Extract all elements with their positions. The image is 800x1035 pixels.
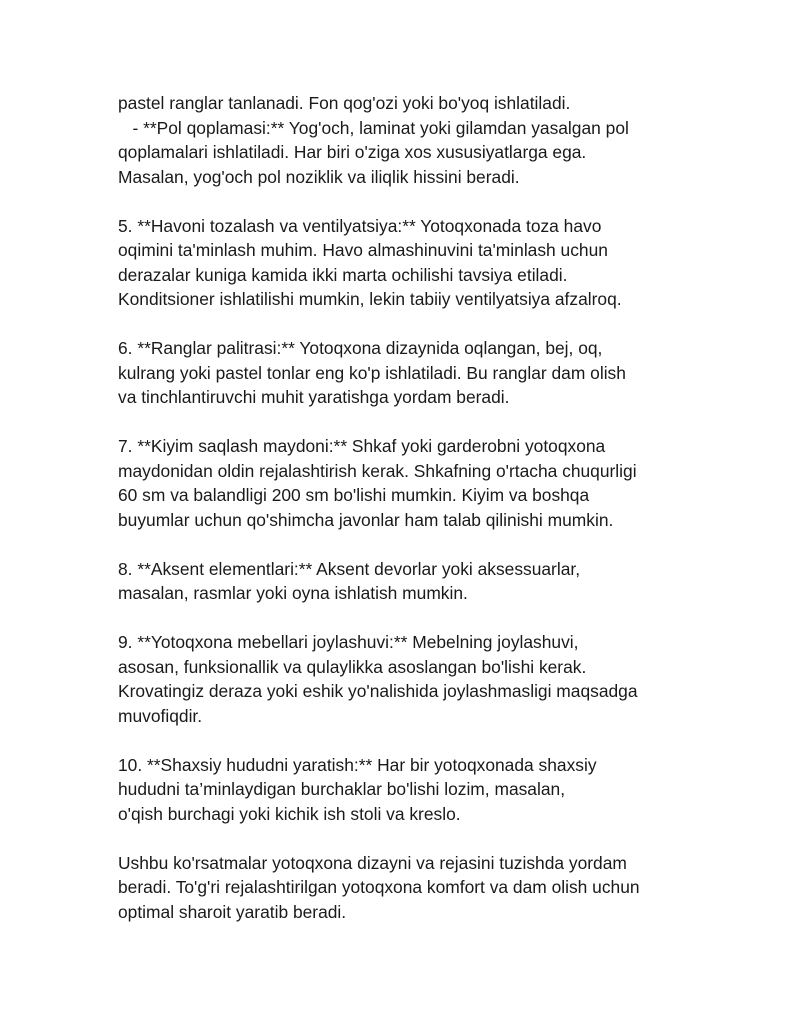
text-line: asosan, funksionallik va qulaylikka asoslangan bo'lishi kerak. (118, 656, 587, 677)
text-line: Masalan, yog'och pol noziklik va iliqlik hissini beradi. (118, 166, 520, 187)
text-line: oqimini ta'minlash muhim. Havo almashinuvini ta'minlash uchun (118, 240, 608, 260)
text-line: muvofiqdir. (118, 705, 203, 726)
text-line: 8. **Aksent elementlari:** Aksent devorlar yoki aksessuarlar, (118, 558, 581, 579)
text-line: va tinchlantiruvchi muhit yaratishga yordam beradi. (118, 387, 510, 407)
text-line: Konditsioner ishlatilishi mumkin, lekin tabiiy ventilyatsiya afzalroq. (118, 289, 622, 309)
text-line: o'qish burchagi yoki kichik ish stoli va kreslo. (118, 803, 461, 824)
paragraph-personal-space (118, 753, 698, 827)
paragraph-ventilation (118, 214, 698, 312)
document-body (118, 91, 698, 949)
paragraph-finishes (118, 91, 698, 189)
text-line: optimal sharoit yaratib beradi. (118, 901, 347, 922)
text-line: Ushbu ko'rsatmalar yotoqxona dizayni va rejasini tuzishda yordam (118, 852, 627, 873)
text-line: qoplamalari ishlatiladi. Har biri o'ziga xos xususiyatlarga ega. (118, 142, 587, 162)
text-line: maydonidan oldin rejalashtirish kerak. Shkafning o'rtacha chuqurligi (118, 460, 637, 481)
text-line: pastel ranglar tanlanadi. Fon qog'ozi yoki bo'yoq ishlatiladi. (118, 93, 571, 113)
text-line: 5. **Havoni tozalash va ventilyatsiya:** Yotoqxonada toza havo (118, 215, 602, 236)
text-line: kulrang yoki pastel tonlar eng ko'p ishlatiladi. Bu ranglar dam olish (118, 362, 626, 383)
text-line: buyumlar uchun qo'shimcha javonlar ham talab qilinishi mumkin. (118, 509, 614, 530)
paragraph-clothing-storage (118, 434, 698, 532)
text-line: 10. **Shaxsiy hududni yaratish:** Har bir yotoqxonada shaxsiy (118, 754, 597, 775)
text-line: masalan, rasmlar yoki oyna ishlatish mumkin. (118, 583, 468, 603)
text-line: 60 sm va balandligi 200 sm bo'lishi mumkin. Kiyim va boshqa (118, 485, 590, 505)
text-line: - **Pol qoplamasi:** Yog'och, laminat yoki gilamdan yasalgan pol (118, 117, 629, 138)
paragraph-furniture-placement (118, 630, 698, 728)
text-line: 7. **Kiyim saqlash maydoni:** Shkaf yoki garderobni yotoqxona (118, 436, 606, 456)
text-line: derazalar kuniga kamida ikki marta ochilishi tavsiya etiladi. (118, 264, 568, 285)
paragraph-color-palette (118, 336, 698, 410)
text-line: hududni ta’minlaydigan burchaklar bo'lishi lozim, masalan, (118, 779, 566, 799)
text-line: 6. **Ranglar palitrasi:** Yotoqxona dizaynida oqlangan, bej, oq, (118, 338, 603, 358)
text-line: beradi. To'g'ri rejalashtirilgan yotoqxona komfort va dam olish uchun (118, 877, 640, 897)
text-line: Krovatingiz deraza yoki eshik yo'nalishida joylashmasligi maqsadga (118, 681, 638, 701)
text-line: 9. **Yotoqxona mebellari joylashuvi:** Mebelning joylashuvi, (118, 632, 579, 652)
paragraph-accent-elements (118, 557, 698, 606)
paragraph-conclusion (118, 851, 698, 925)
